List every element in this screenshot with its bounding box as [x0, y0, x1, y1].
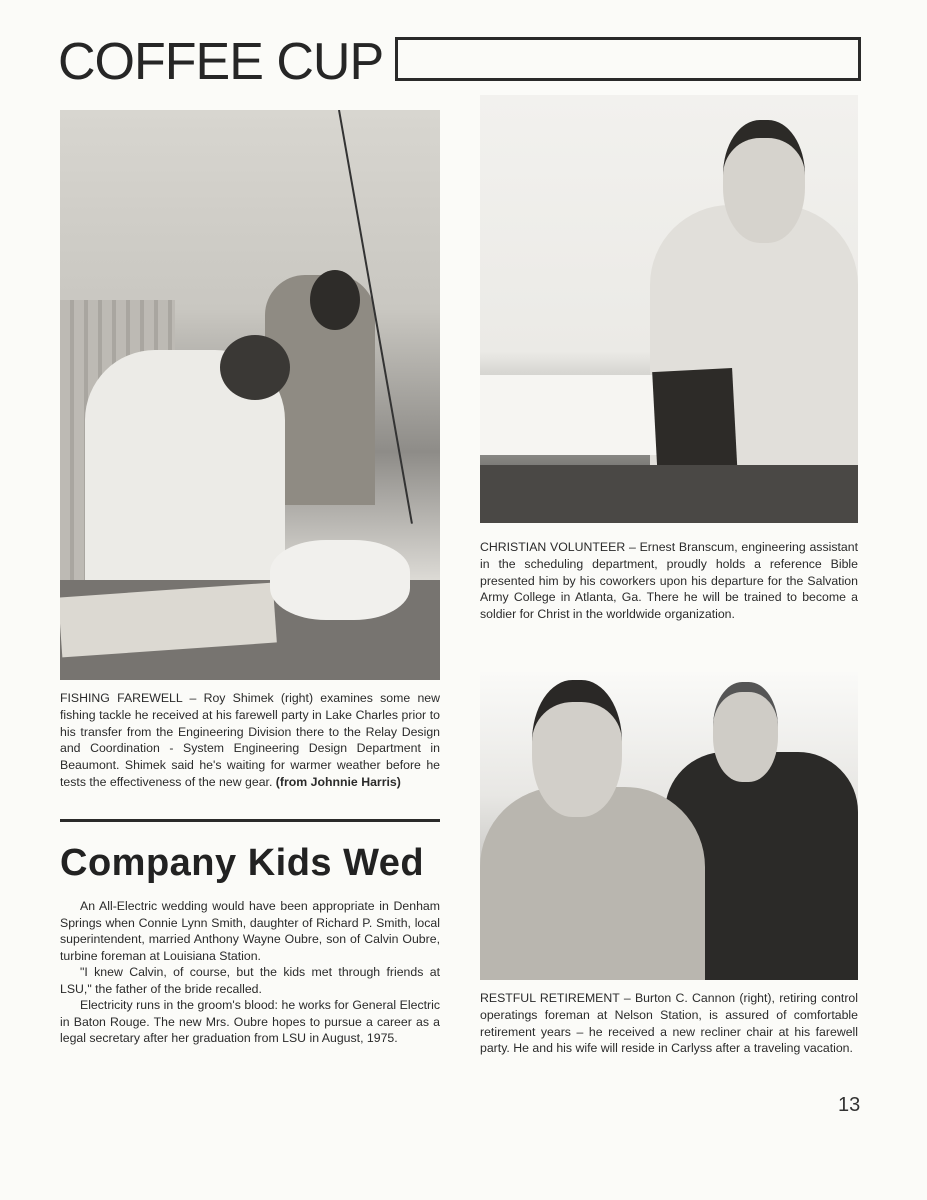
article-paragraph: Electricity runs in the groom's blood: he works for General Electric in Baton Rouge. The new Mrs. Oubre hopes to pursue a career as a legal secretary after her graduation from LSU in August, 1975. — [60, 998, 440, 1045]
caption-text: – Burton C. Cannon (right), retiring control operatings foreman at Nelson Station, is assured of comfortable retirement years – he received a new recliner chair at his farewell party. He and his wife will reside in Carlyss after a traveling vacation. — [480, 991, 858, 1056]
photo-restful-retirement — [480, 672, 858, 980]
article-body — [60, 898, 440, 1047]
caption-restful-retirement — [480, 990, 858, 1057]
title-rule-box — [395, 37, 861, 81]
caption-fishing-farewell — [60, 690, 440, 791]
article-paragraph: An All-Electric wedding would have been appropriate in Denham Springs when Connie Lynn Smith, daughter of Richard P. Smith, local superintendent, married Anthony Wayne Oubre, son of Calvin Oubre, turbine foreman at Louisiana Station. — [60, 899, 440, 963]
caption-lead: CHRISTIAN VOLUNTEER — [480, 540, 626, 554]
caption-lead: FISHING FAREWELL — [60, 691, 183, 705]
page-number: 13 — [838, 1094, 861, 1116]
section-title: COFFEE CUP — [58, 33, 384, 91]
section-divider — [60, 819, 440, 822]
photo-fishing-farewell — [60, 110, 440, 680]
article-paragraph: "I knew Calvin, of course, but the kids met through friends at LSU," the father of the bride recalled. — [60, 965, 440, 996]
caption-text: – Ernest Branscum, engineering assistant in the scheduling department, proudly holds a reference Bible presented him by his coworkers upon his departure for the Salvation Army College in Atlanta, Ga. There he will be trained to become a soldier for Christ in the worldwide organization. — [480, 540, 858, 622]
photo-christian-volunteer — [480, 95, 858, 523]
caption-christian-volunteer — [480, 539, 858, 623]
photo-credit: (from Johnnie Harris) — [275, 774, 401, 789]
article-headline: Company Kids Wed — [60, 842, 425, 884]
caption-text: – Roy Shimek (right) examines some new fishing tackle he received at his farewell party in Lake Charles prior to his transfer from the Engineering Division there to the Relay Design and Coordination - System Engineering Design Department in Beaumont. Shimek said he's waiting for warmer weather before he tests the effectiveness of the new gear. — [60, 691, 441, 789]
caption-lead: RESTFUL RETIREMENT — [480, 991, 620, 1005]
